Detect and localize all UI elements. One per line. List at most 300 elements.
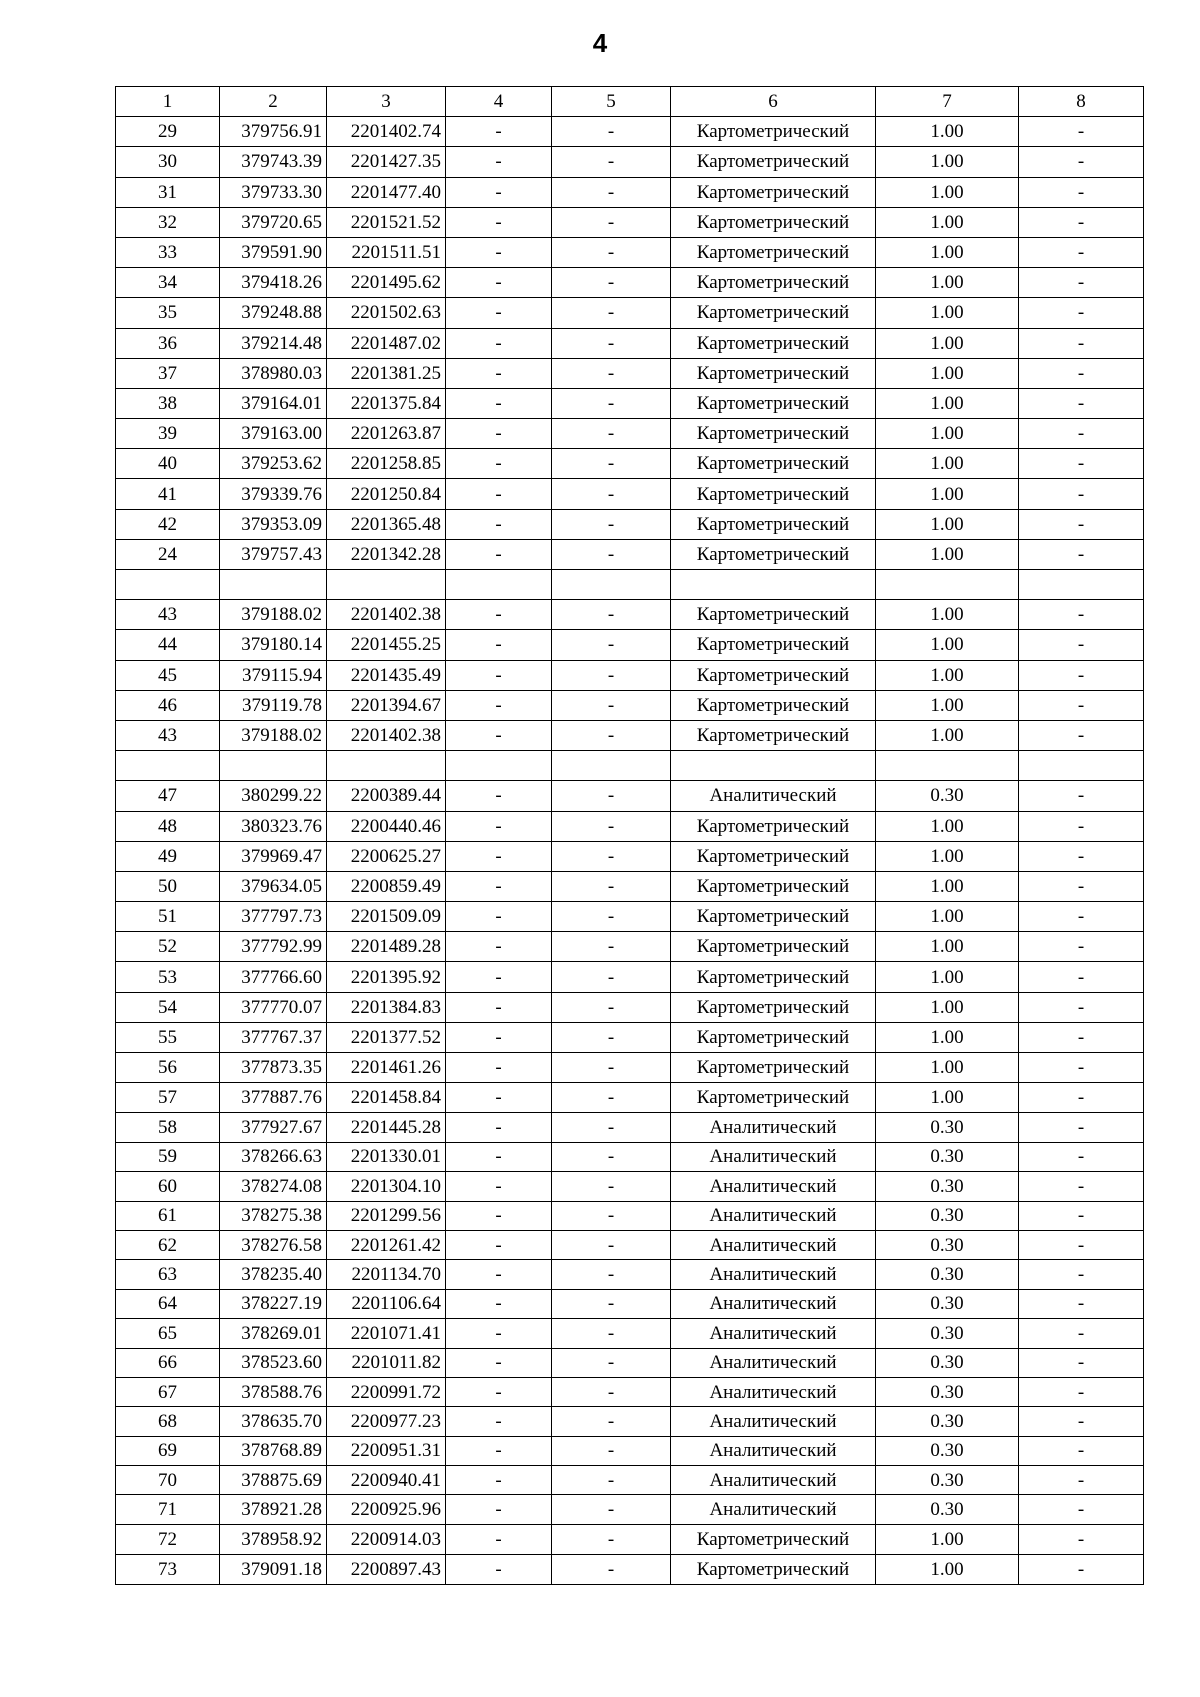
method-cell: Аналитический (671, 1348, 876, 1377)
x-coordinate-cell: 379163.00 (220, 419, 327, 449)
column-8-cell: - (1019, 1142, 1144, 1171)
column-4-cell: - (446, 1201, 552, 1230)
accuracy-cell: 1.00 (876, 328, 1019, 358)
point-number-cell: 52 (116, 932, 220, 962)
column-5-cell: - (552, 871, 671, 901)
empty-cell (671, 751, 876, 781)
point-number-cell: 39 (116, 419, 220, 449)
column-5-cell: - (552, 539, 671, 569)
y-coordinate-cell: 2201365.48 (327, 509, 446, 539)
point-number-cell: 55 (116, 1022, 220, 1052)
column-4-cell: - (446, 1113, 552, 1142)
point-number-cell: 29 (116, 117, 220, 147)
y-coordinate-cell: 2201299.56 (327, 1201, 446, 1230)
accuracy-cell: 1.00 (876, 660, 1019, 690)
column-4-cell: - (446, 1172, 552, 1201)
x-coordinate-cell: 379339.76 (220, 479, 327, 509)
point-number-cell: 73 (116, 1555, 220, 1585)
y-coordinate-cell: 2200897.43 (327, 1555, 446, 1585)
column-8-cell: - (1019, 1348, 1144, 1377)
method-cell: Картометрический (671, 358, 876, 388)
column-8-cell: - (1019, 992, 1144, 1022)
y-coordinate-cell: 2201330.01 (327, 1142, 446, 1171)
accuracy-cell: 1.00 (876, 449, 1019, 479)
column-5-cell: - (552, 1466, 671, 1495)
column-8-cell: - (1019, 811, 1144, 841)
y-coordinate-cell: 2201487.02 (327, 328, 446, 358)
table-row (116, 1289, 1144, 1318)
column-4-cell: - (446, 147, 552, 177)
x-coordinate-cell: 379757.43 (220, 539, 327, 569)
method-cell: Картометрический (671, 660, 876, 690)
column-5-cell: - (552, 1172, 671, 1201)
column-8-cell: - (1019, 1289, 1144, 1318)
table-row (116, 1083, 1144, 1113)
column-5-cell: - (552, 720, 671, 750)
y-coordinate-cell: 2201477.40 (327, 177, 446, 207)
empty-cell (1019, 570, 1144, 600)
column-5-cell: - (552, 902, 671, 932)
point-number-cell: 63 (116, 1260, 220, 1289)
column-5-cell: - (552, 147, 671, 177)
x-coordinate-cell: 377873.35 (220, 1053, 327, 1083)
method-cell: Аналитический (671, 1289, 876, 1318)
point-number-cell: 36 (116, 328, 220, 358)
y-coordinate-cell: 2201402.38 (327, 720, 446, 750)
point-number-cell: 65 (116, 1319, 220, 1348)
column-5-cell: - (552, 388, 671, 418)
column-4-cell: - (446, 419, 552, 449)
point-number-cell: 46 (116, 690, 220, 720)
table-row (116, 268, 1144, 298)
x-coordinate-cell: 377792.99 (220, 932, 327, 962)
column-5-cell: - (552, 781, 671, 811)
column-5-cell: - (552, 932, 671, 962)
y-coordinate-cell: 2201384.83 (327, 992, 446, 1022)
point-number-cell: 50 (116, 871, 220, 901)
table-row (116, 871, 1144, 901)
column-4-cell: - (446, 177, 552, 207)
table-row (116, 1172, 1144, 1201)
point-number-cell: 38 (116, 388, 220, 418)
accuracy-cell: 1.00 (876, 539, 1019, 569)
point-number-cell: 49 (116, 841, 220, 871)
table-row (116, 962, 1144, 992)
y-coordinate-cell: 2200859.49 (327, 871, 446, 901)
empty-cell (116, 570, 220, 600)
method-cell: Аналитический (671, 1495, 876, 1524)
y-coordinate-cell: 2201375.84 (327, 388, 446, 418)
column-8-cell: - (1019, 1053, 1144, 1083)
table-row (116, 811, 1144, 841)
table-row (116, 1260, 1144, 1289)
accuracy-cell: 0.30 (876, 1201, 1019, 1230)
point-number-cell: 67 (116, 1377, 220, 1406)
column-4-cell: - (446, 449, 552, 479)
empty-cell (327, 751, 446, 781)
empty-cell (876, 570, 1019, 600)
y-coordinate-cell: 2201402.74 (327, 117, 446, 147)
table-row (116, 660, 1144, 690)
accuracy-cell: 0.30 (876, 1230, 1019, 1259)
column-4-cell: - (446, 690, 552, 720)
column-8-cell: - (1019, 1466, 1144, 1495)
table-row (116, 1319, 1144, 1348)
method-cell: Аналитический (671, 1201, 876, 1230)
accuracy-cell: 1.00 (876, 932, 1019, 962)
column-8-cell: - (1019, 328, 1144, 358)
table-row (116, 720, 1144, 750)
x-coordinate-cell: 379164.01 (220, 388, 327, 418)
point-number-cell: 71 (116, 1495, 220, 1524)
accuracy-cell: 1.00 (876, 207, 1019, 237)
table-row (116, 690, 1144, 720)
point-number-cell: 53 (116, 962, 220, 992)
column-5-cell: - (552, 177, 671, 207)
table-row (116, 358, 1144, 388)
accuracy-cell: 1.00 (876, 358, 1019, 388)
column-4-cell: - (446, 1083, 552, 1113)
column-8-cell: - (1019, 388, 1144, 418)
method-cell: Картометрический (671, 992, 876, 1022)
column-8-cell: - (1019, 600, 1144, 630)
table-row (116, 449, 1144, 479)
x-coordinate-cell: 380299.22 (220, 781, 327, 811)
accuracy-cell: 1.00 (876, 479, 1019, 509)
table-row (116, 1407, 1144, 1436)
method-cell: Картометрический (671, 328, 876, 358)
column-4-cell: - (446, 902, 552, 932)
column-5-cell: - (552, 1524, 671, 1554)
column-4-cell: - (446, 871, 552, 901)
accuracy-cell: 1.00 (876, 720, 1019, 750)
point-number-cell: 45 (116, 660, 220, 690)
x-coordinate-cell: 379969.47 (220, 841, 327, 871)
empty-cell (1019, 751, 1144, 781)
accuracy-cell: 1.00 (876, 962, 1019, 992)
y-coordinate-cell: 2201263.87 (327, 419, 446, 449)
point-number-cell: 30 (116, 147, 220, 177)
accuracy-cell: 1.00 (876, 298, 1019, 328)
y-coordinate-cell: 2201511.51 (327, 237, 446, 267)
column-5-cell: - (552, 449, 671, 479)
accuracy-cell: 1.00 (876, 1053, 1019, 1083)
method-cell: Картометрический (671, 811, 876, 841)
method-cell: Картометрический (671, 902, 876, 932)
column-5-cell: - (552, 328, 671, 358)
column-header: 6 (671, 87, 876, 117)
x-coordinate-cell: 377887.76 (220, 1083, 327, 1113)
y-coordinate-cell: 2201455.25 (327, 630, 446, 660)
table-row (116, 117, 1144, 147)
y-coordinate-cell: 2201521.52 (327, 207, 446, 237)
page-number: 4 (592, 28, 608, 58)
column-8-cell: - (1019, 207, 1144, 237)
table-row (116, 1053, 1144, 1083)
column-5-cell: - (552, 1022, 671, 1052)
column-8-cell: - (1019, 1083, 1144, 1113)
table-row (116, 902, 1144, 932)
x-coordinate-cell: 377767.37 (220, 1022, 327, 1052)
y-coordinate-cell: 2201258.85 (327, 449, 446, 479)
x-coordinate-cell: 379188.02 (220, 600, 327, 630)
empty-cell (220, 570, 327, 600)
y-coordinate-cell: 2201261.42 (327, 1230, 446, 1259)
column-8-cell: - (1019, 1407, 1144, 1436)
accuracy-cell: 0.30 (876, 1172, 1019, 1201)
column-4-cell: - (446, 1022, 552, 1052)
method-cell: Картометрический (671, 1022, 876, 1052)
column-8-cell: - (1019, 1172, 1144, 1201)
method-cell: Картометрический (671, 871, 876, 901)
column-8-cell: - (1019, 117, 1144, 147)
point-number-cell: 54 (116, 992, 220, 1022)
method-cell: Аналитический (671, 1436, 876, 1465)
table-row (116, 932, 1144, 962)
column-4-cell: - (446, 1142, 552, 1171)
table-row (116, 298, 1144, 328)
table-row (116, 177, 1144, 207)
x-coordinate-cell: 379253.62 (220, 449, 327, 479)
column-8-cell: - (1019, 1260, 1144, 1289)
column-8-cell: - (1019, 1113, 1144, 1142)
x-coordinate-cell: 377927.67 (220, 1113, 327, 1142)
x-coordinate-cell: 380323.76 (220, 811, 327, 841)
column-4-cell: - (446, 841, 552, 871)
method-cell: Аналитический (671, 1172, 876, 1201)
column-8-cell: - (1019, 1230, 1144, 1259)
accuracy-cell: 1.00 (876, 177, 1019, 207)
method-cell: Картометрический (671, 207, 876, 237)
method-cell: Аналитический (671, 1113, 876, 1142)
point-number-cell: 24 (116, 539, 220, 569)
column-8-cell: - (1019, 509, 1144, 539)
method-cell: Картометрический (671, 509, 876, 539)
accuracy-cell: 0.30 (876, 1348, 1019, 1377)
y-coordinate-cell: 2201395.92 (327, 962, 446, 992)
x-coordinate-cell: 378274.08 (220, 1172, 327, 1201)
column-5-cell: - (552, 992, 671, 1022)
point-number-cell: 59 (116, 1142, 220, 1171)
accuracy-cell: 1.00 (876, 419, 1019, 449)
x-coordinate-cell: 379418.26 (220, 268, 327, 298)
method-cell: Аналитический (671, 1407, 876, 1436)
column-4-cell: - (446, 1053, 552, 1083)
coordinates-table (115, 86, 1144, 1585)
y-coordinate-cell: 2201458.84 (327, 1083, 446, 1113)
x-coordinate-cell: 377770.07 (220, 992, 327, 1022)
column-4-cell: - (446, 811, 552, 841)
column-4-cell: - (446, 962, 552, 992)
column-4-cell: - (446, 1466, 552, 1495)
column-8-cell: - (1019, 177, 1144, 207)
table-row (116, 328, 1144, 358)
table-row (116, 992, 1144, 1022)
column-8-cell: - (1019, 1436, 1144, 1465)
method-cell: Аналитический (671, 1230, 876, 1259)
column-4-cell: - (446, 117, 552, 147)
x-coordinate-cell: 378276.58 (220, 1230, 327, 1259)
column-8-cell: - (1019, 449, 1144, 479)
column-8-cell: - (1019, 358, 1144, 388)
point-number-cell: 72 (116, 1524, 220, 1554)
empty-cell (327, 570, 446, 600)
column-4-cell: - (446, 1407, 552, 1436)
column-5-cell: - (552, 268, 671, 298)
x-coordinate-cell: 379248.88 (220, 298, 327, 328)
column-5-cell: - (552, 509, 671, 539)
empty-cell (876, 751, 1019, 781)
y-coordinate-cell: 2200977.23 (327, 1407, 446, 1436)
point-number-cell: 69 (116, 1436, 220, 1465)
method-cell: Картометрический (671, 932, 876, 962)
x-coordinate-cell: 378958.92 (220, 1524, 327, 1554)
table-row (116, 207, 1144, 237)
column-8-cell: - (1019, 690, 1144, 720)
method-cell: Аналитический (671, 781, 876, 811)
column-4-cell: - (446, 1524, 552, 1554)
table-row (116, 539, 1144, 569)
column-header: 2 (220, 87, 327, 117)
point-number-cell: 70 (116, 1466, 220, 1495)
accuracy-cell: 1.00 (876, 388, 1019, 418)
method-cell: Картометрический (671, 720, 876, 750)
column-4-cell: - (446, 781, 552, 811)
column-5-cell: - (552, 479, 671, 509)
method-cell: Картометрический (671, 117, 876, 147)
column-5-cell: - (552, 600, 671, 630)
y-coordinate-cell: 2201394.67 (327, 690, 446, 720)
method-cell: Аналитический (671, 1319, 876, 1348)
x-coordinate-cell: 377766.60 (220, 962, 327, 992)
column-4-cell: - (446, 1436, 552, 1465)
y-coordinate-cell: 2201134.70 (327, 1260, 446, 1289)
x-coordinate-cell: 379353.09 (220, 509, 327, 539)
accuracy-cell: 1.00 (876, 147, 1019, 177)
column-4-cell: - (446, 539, 552, 569)
point-number-cell: 57 (116, 1083, 220, 1113)
method-cell: Картометрический (671, 268, 876, 298)
empty-cell (552, 570, 671, 600)
column-8-cell: - (1019, 1495, 1144, 1524)
column-4-cell: - (446, 600, 552, 630)
column-5-cell: - (552, 1289, 671, 1318)
method-cell: Картометрический (671, 388, 876, 418)
column-5-cell: - (552, 1083, 671, 1113)
table-row (116, 147, 1144, 177)
column-header: 3 (327, 87, 446, 117)
table-row (116, 1555, 1144, 1585)
column-4-cell: - (446, 268, 552, 298)
column-4-cell: - (446, 388, 552, 418)
accuracy-cell: 1.00 (876, 902, 1019, 932)
table-row (116, 1113, 1144, 1142)
method-cell: Картометрический (671, 539, 876, 569)
point-number-cell: 43 (116, 600, 220, 630)
column-8-cell: - (1019, 147, 1144, 177)
column-5-cell: - (552, 1230, 671, 1259)
point-number-cell: 40 (116, 449, 220, 479)
accuracy-cell: 0.30 (876, 1436, 1019, 1465)
column-header: 7 (876, 87, 1019, 117)
column-5-cell: - (552, 690, 671, 720)
column-5-cell: - (552, 660, 671, 690)
column-4-cell: - (446, 630, 552, 660)
table-row (116, 388, 1144, 418)
point-number-cell: 31 (116, 177, 220, 207)
point-number-cell: 64 (116, 1289, 220, 1318)
table-body (116, 117, 1144, 1585)
column-8-cell: - (1019, 1319, 1144, 1348)
accuracy-cell: 1.00 (876, 1555, 1019, 1585)
column-5-cell: - (552, 237, 671, 267)
column-8-cell: - (1019, 720, 1144, 750)
column-4-cell: - (446, 1260, 552, 1289)
method-cell: Картометрический (671, 600, 876, 630)
y-coordinate-cell: 2201250.84 (327, 479, 446, 509)
y-coordinate-cell: 2201495.62 (327, 268, 446, 298)
column-4-cell: - (446, 207, 552, 237)
method-cell: Картометрический (671, 690, 876, 720)
accuracy-cell: 0.30 (876, 1289, 1019, 1318)
method-cell: Картометрический (671, 1083, 876, 1113)
x-coordinate-cell: 379591.90 (220, 237, 327, 267)
point-number-cell: 32 (116, 207, 220, 237)
y-coordinate-cell: 2200440.46 (327, 811, 446, 841)
method-cell: Картометрический (671, 1555, 876, 1585)
y-coordinate-cell: 2200940.41 (327, 1466, 446, 1495)
column-5-cell: - (552, 1053, 671, 1083)
column-5-cell: - (552, 1407, 671, 1436)
method-cell: Картометрический (671, 479, 876, 509)
point-number-cell: 44 (116, 630, 220, 660)
table-row (116, 781, 1144, 811)
column-8-cell: - (1019, 781, 1144, 811)
accuracy-cell: 0.30 (876, 1319, 1019, 1348)
accuracy-cell: 1.00 (876, 268, 1019, 298)
table-row (116, 419, 1144, 449)
table-row (116, 237, 1144, 267)
accuracy-cell: 1.00 (876, 1083, 1019, 1113)
table-row (116, 1230, 1144, 1259)
y-coordinate-cell: 2201071.41 (327, 1319, 446, 1348)
point-number-cell: 41 (116, 479, 220, 509)
x-coordinate-cell: 379119.78 (220, 690, 327, 720)
y-coordinate-cell: 2201461.26 (327, 1053, 446, 1083)
y-coordinate-cell: 2200914.03 (327, 1524, 446, 1554)
accuracy-cell: 1.00 (876, 992, 1019, 1022)
accuracy-cell: 0.30 (876, 781, 1019, 811)
accuracy-cell: 0.30 (876, 1495, 1019, 1524)
point-number-cell: 56 (116, 1053, 220, 1083)
x-coordinate-cell: 378269.01 (220, 1319, 327, 1348)
empty-cell (116, 751, 220, 781)
column-8-cell: - (1019, 479, 1144, 509)
column-header: 5 (552, 87, 671, 117)
y-coordinate-cell: 2200625.27 (327, 841, 446, 871)
y-coordinate-cell: 2201381.25 (327, 358, 446, 388)
method-cell: Аналитический (671, 1142, 876, 1171)
empty-cell (446, 570, 552, 600)
column-4-cell: - (446, 932, 552, 962)
table-row (116, 1201, 1144, 1230)
column-4-cell: - (446, 1319, 552, 1348)
method-cell: Картометрический (671, 147, 876, 177)
x-coordinate-cell: 378768.89 (220, 1436, 327, 1465)
y-coordinate-cell: 2201402.38 (327, 600, 446, 630)
column-8-cell: - (1019, 902, 1144, 932)
point-number-cell: 66 (116, 1348, 220, 1377)
